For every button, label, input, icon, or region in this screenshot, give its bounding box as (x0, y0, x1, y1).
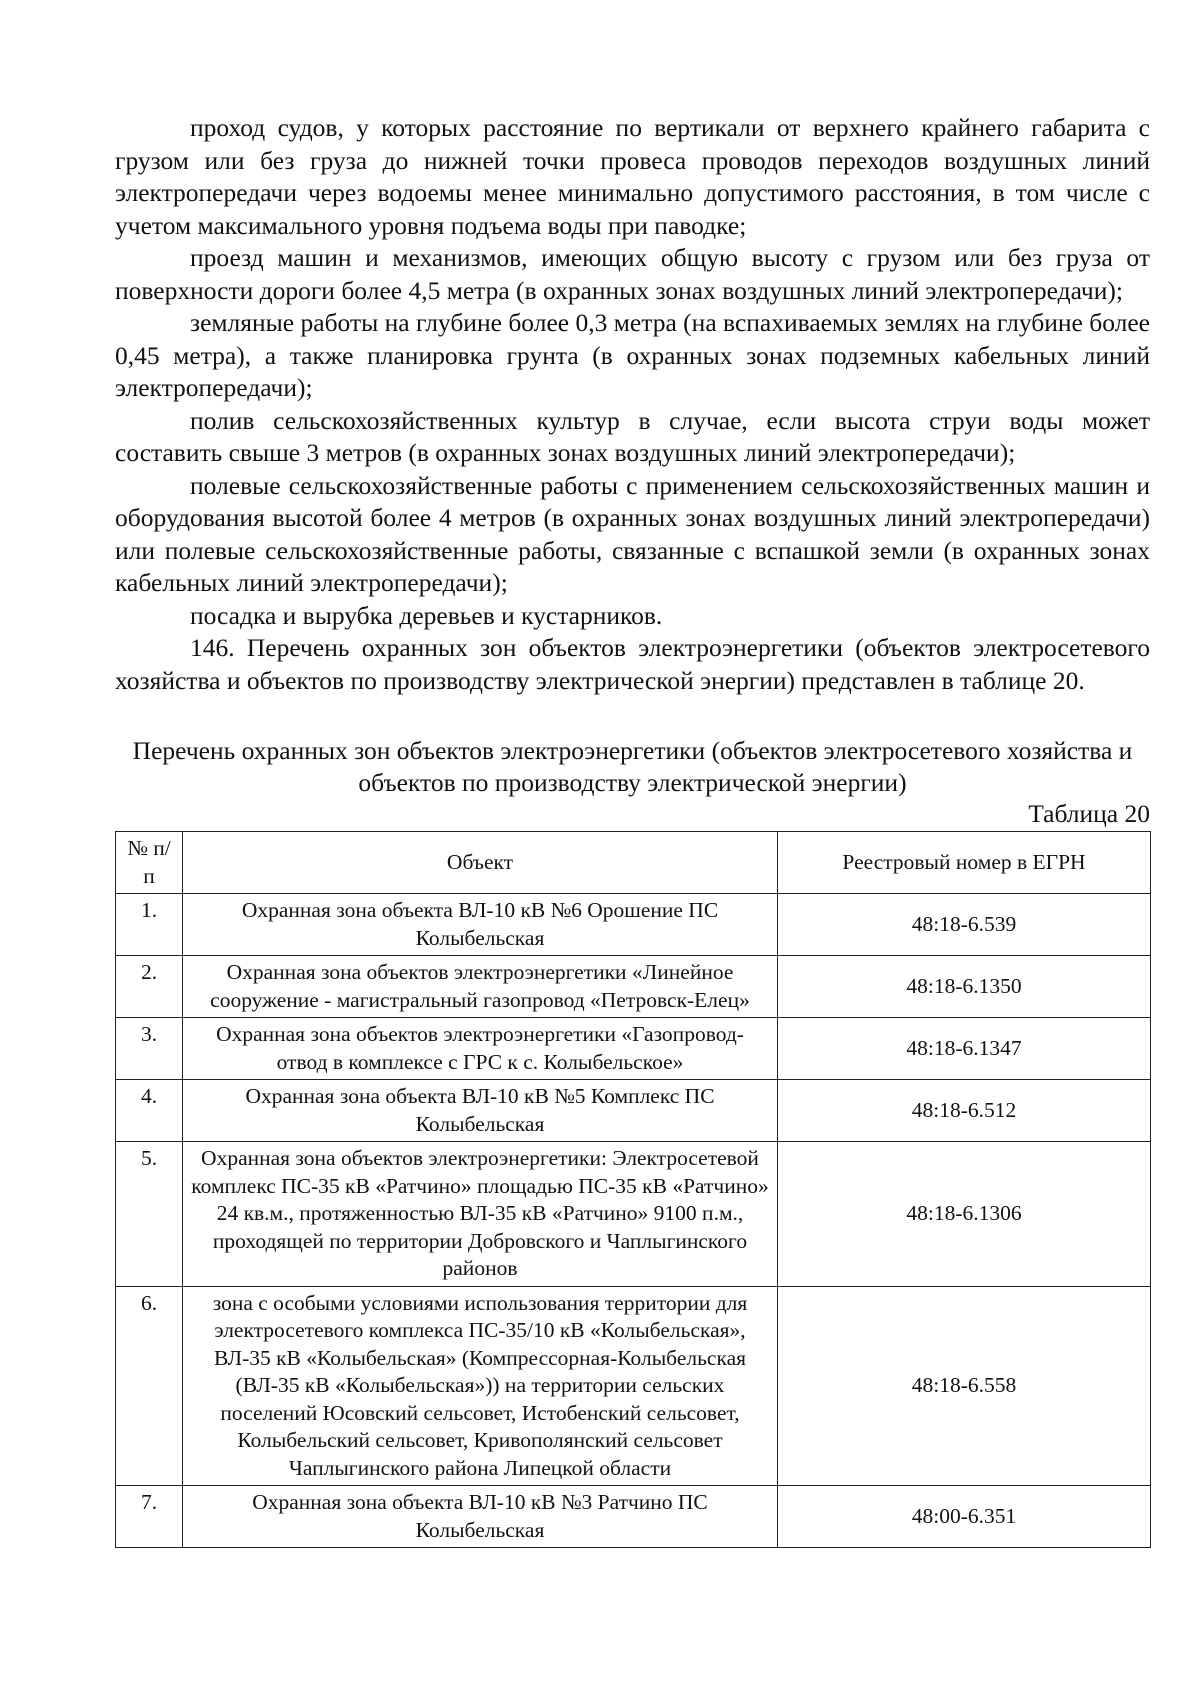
row-num: 3. (116, 1018, 183, 1080)
row-object: Охранная зона объектов электроэнергетики «Газопровод-отвод в комплексе с ГРС к с. Колыбельское» (183, 1018, 778, 1080)
table-caption: Перечень охранных зон объектов электроэнергетики (объектов электросетевого хозяйства и объектов по производству электрической энергии) (132, 736, 1133, 797)
table-row (116, 956, 1151, 1018)
paragraph: посадка и вырубка деревьев и кустарников. (190, 600, 663, 630)
table-header-row (116, 832, 1151, 894)
row-object: Охранная зона объектов электроэнергетики «Линейное сооружение - магистральный газопровод «Петровск-Елец» (183, 956, 778, 1018)
row-object: Охранная зона объекта ВЛ-10 кВ №3 Ратчино ПС Колыбельская (183, 1486, 778, 1548)
paragraph: полив сельскохозяйственных культур в случае, если высота струи воды может составить свыше 3 метров (в охранных зонах воздушных линий электропередачи); (115, 405, 1150, 467)
row-registry: 48:18-6.512 (778, 1080, 1151, 1142)
row-num: 4. (116, 1080, 183, 1142)
header-num: № п/п (116, 832, 183, 894)
zones-table (115, 831, 1151, 1548)
row-object: Охранная зона объекта ВЛ-10 кВ №6 Орошение ПС Колыбельская (183, 894, 778, 956)
table-row (116, 1142, 1151, 1287)
row-registry: 48:18-6.558 (778, 1286, 1151, 1486)
table-row (116, 1486, 1151, 1548)
header-object: Объект (183, 832, 778, 894)
table-row (116, 894, 1151, 956)
row-num: 6. (116, 1286, 183, 1486)
row-object: Охранная зона объекта ВЛ-10 кВ №5 Комплекс ПС Колыбельская (183, 1080, 778, 1142)
table-row (116, 1018, 1151, 1080)
table-row (116, 1080, 1151, 1142)
paragraph: проезд машин и механизмов, имеющих общую высоту с грузом или без груза от поверхности дороги более 4,5 метра (в охранных зонах воздушных линий электропередачи); (115, 243, 1150, 305)
row-registry: 48:18-6.1347 (778, 1018, 1151, 1080)
header-registry: Реестровый номер в ЕГРН (778, 832, 1151, 894)
paragraph: проход судов, у которых расстояние по вертикали от верхнего крайнего габарита с грузом или без груза до нижней точки провеса проводов переходов воздушных линий электропередачи через водоемы менее минимально допустимого расстояния, в том числе с учетом максимального уровня подъема воды при паводке; (115, 113, 1150, 240)
row-registry: 48:18-6.1306 (778, 1142, 1151, 1287)
row-registry: 48:00-6.351 (778, 1486, 1151, 1548)
paragraph: полевые сельскохозяйственные работы с применением сельскохозяйственных машин и оборудования высотой более 4 метров (в охранных зонах воздушных линий электропередачи) или полевые сельскохозяйственные работы, связанные с вспашкой земли (в охранных зонах кабельных линий электропередачи); (115, 470, 1150, 597)
table-row (116, 1286, 1151, 1486)
row-registry: 48:18-6.1350 (778, 956, 1151, 1018)
document-page (115, 112, 1150, 1548)
row-num: 2. (116, 956, 183, 1018)
row-object: зона с особыми условиями использования территории для электросетевого комплекса ПС-35/10 кВ «Колыбельская», ВЛ-35 кВ «Колыбельская» (Компрессорная-Колыбельская (ВЛ-35 кВ «Колыбельская»)) на территории сельских поселений Юсовский сельсовет, Истобенский сельсовет, Колыбельский сельсовет, Кривополянский сельсовет Чаплыгинского района Липецкой области (183, 1286, 778, 1486)
paragraph: 146. Перечень охранных зон объектов электроэнергетики (объектов электросетевого хозяйства и объектов по производству электрической энергии) представлен в таблице 20. (115, 633, 1150, 695)
row-registry: 48:18-6.539 (778, 894, 1151, 956)
row-num: 5. (116, 1142, 183, 1287)
row-object: Охранная зона объектов электроэнергетики: Электросетевой комплекс ПС-35 кВ «Ратчино» площадью ПС-35 кВ «Ратчино» 24 кв.м., протяженностью ВЛ-35 кВ «Ратчино» 9100 п.м., проходящей по территории Добровского и Чаплыгинского районов (183, 1142, 778, 1287)
row-num: 1. (116, 894, 183, 956)
table-number: Таблица 20 (1028, 799, 1150, 828)
row-num: 7. (116, 1486, 183, 1548)
paragraph: земляные работы на глубине более 0,3 метра (на вспахиваемых землях на глубине более 0,45 метра), а также планировка грунта (в охранных зонах подземных кабельных линий электропередачи); (115, 308, 1150, 402)
